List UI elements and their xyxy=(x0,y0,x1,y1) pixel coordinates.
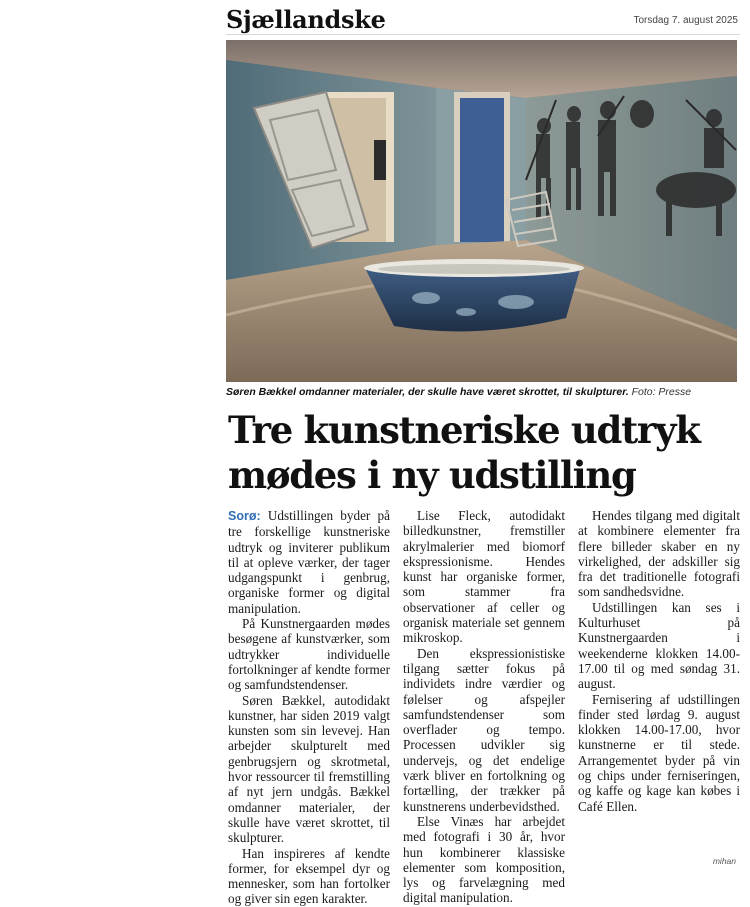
article-paragraph: Else Vinæs har arbejdet med fotografi i 30 år, hvor hun kombinerer klassiske elementer som komposition, lys og farvelægning med digital manipulation. xyxy=(403,813,565,906)
masthead xyxy=(226,4,740,35)
article-column-1 xyxy=(228,508,390,907)
article-photo[interactable] xyxy=(226,40,737,382)
article-column-2 xyxy=(403,508,565,906)
article-paragraph: Fernisering af udstillingen finder sted lørdag 9. august klokken 14.00-17.00, hvor kunstnerne er til stede. Arrangementet byder på vin og chips under ferniseringen, og kaffe og kage kan købes i Café Ellen. xyxy=(578,691,740,814)
article-paragraph: Søren Bækkel, autodidakt kunstner, har siden 2019 valgt kunsten som sin levevej. Han arbejder skulpturelt med genbrugsjern og skrotmetal, hvor ressourcer til fremstilling af nyt jern undgås. Bækkel omdanner materialer, der skulle have været skrottet, til skulpturer. xyxy=(228,692,390,846)
headline-line-2: mødes i ny udstilling xyxy=(228,453,636,497)
photo-caption xyxy=(226,386,740,398)
article-paragraph: På Kunstnergaarden mødes besøgene af kunstværker, som udtrykker individuelle fortolkninger af kendte former og samfundstendenser. xyxy=(228,616,390,693)
headline-line-1: Tre kunstneriske udtryk xyxy=(228,408,700,452)
article-column-3 xyxy=(578,508,740,814)
article-paragraph: Sorø: Udstillingen byder på tre forskellige kunstneriske udtryk og inviterer publikum til at opleve værker, der tager udgangspunkt i genbrug, organiske former og digital manipulation. xyxy=(228,508,390,616)
article-paragraph: Den ekspressionistiske tilgang sætter fokus på individets indre værdier og følelser og afspejler samfundstendenser som overflader og tempo. Processen udvikler sig undervejs, og det endelige værk bliver en fortolkning og fortælling, der trækker på kunstnerens underbevidsthed. xyxy=(403,645,565,814)
article-paragraph: Han inspireres af kendte former, for eksempel dyr og mennesker, som han fortolker og giver sin egen karakter. xyxy=(228,845,390,907)
article-paragraph: Udstillingen kan ses i Kulturhuset på Kunstnergaarden i weekenderne klokken 14.00-17.00 til og med søndag 31. august. xyxy=(578,599,740,692)
caption-text: Søren Bækkel omdanner materialer, der skulle have været skrottet, til skulpturer. xyxy=(226,386,629,398)
article-paragraph: Lise Fleck, autodidakt billedkunstner, fremstiller akrylmalerier med biomorf ekspressionisme. Hendes kunst har organiske former, som stammer fra observationer af celler og organisk materiale set gennem mikroskop. xyxy=(403,508,565,646)
article-paragraph: Hendes tilgang med digitalt at kombinere elementer fra flere billeder skaber en ny virkelighed, der adskiller sig fra det traditionelle fotografi som sandhedsvidne. xyxy=(578,508,740,600)
dateline: Sorø: xyxy=(228,509,261,523)
issue-date: Torsdag 7. august 2025 xyxy=(633,15,738,26)
author-byline: mihan xyxy=(712,856,736,866)
article-headline xyxy=(228,408,743,498)
photo-credit: Foto: Presse xyxy=(631,386,692,398)
newspaper-logo[interactable]: Sjællandske xyxy=(226,5,386,34)
photo-illustration xyxy=(226,40,737,382)
